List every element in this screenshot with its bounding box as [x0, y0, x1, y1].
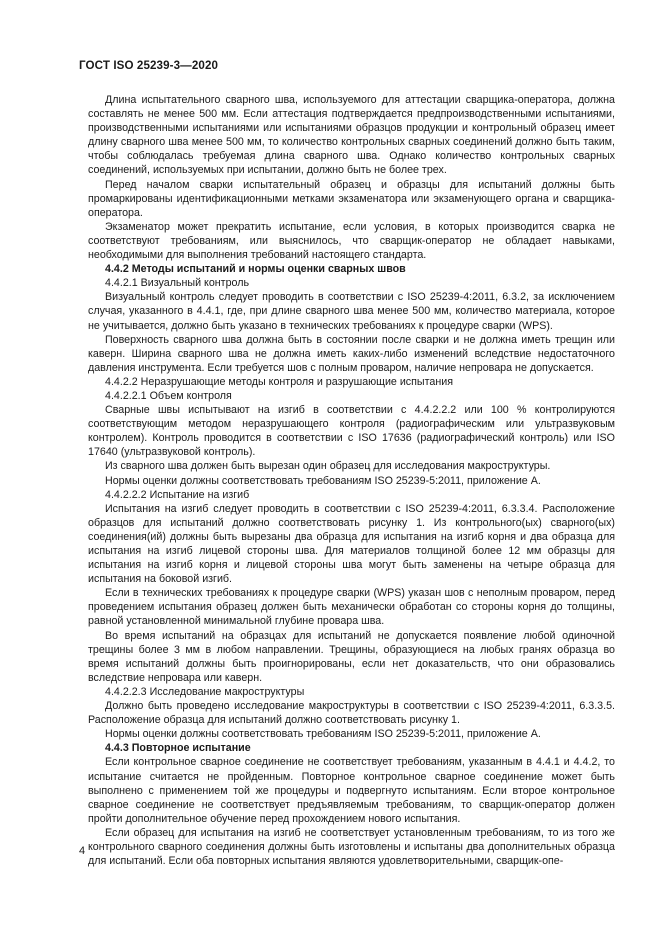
paragraph: Нормы оценки должны соответствовать требованиям ISO 25239-5:2011, приложение А. [105, 474, 541, 487]
paragraph: Нормы оценки должны соответствовать требованиям ISO 25239-5:2011, приложение А. [105, 728, 541, 741]
subsection-title: 4.4.2.2.2 Испытание на изгиб [105, 488, 250, 501]
paragraph: Испытания на изгиб следует проводить в соответствии с ISO 25239-4:2011, 6.3.3.4. Расположение образцов для испытаний должно соответствовать рисунку 1. Из контрольного(ых) сварного(ых) соединения(ий) должны быть вырезаны два образца для испытания на изгиб корня и два образца для испытания на изгиб лицевой стороны шва. Для материалов толщиной более 12 мм образцы для испытания на изгиб корня и лицевой стороны шва могут быть заменены на четыре образца для испытания на боковой изгиб. [88, 502, 615, 586]
paragraph: Поверхность сварного шва должна быть в состоянии после сварки и не должна иметь трещин или каверн. Ширина сварного шва не должна иметь каких-либо изменений вследствие недостаточного давления инструмента. Если требуется шов с полным проваром, наличие непровара не допускается. [88, 333, 615, 374]
subsection-title: 4.4.2.1 Визуальный контроль [105, 277, 250, 290]
subsection-title: 4.4.2.2.3 Исследование макроструктуры [105, 685, 305, 698]
paragraph: Во время испытаний на образцах для испытаний не допускается появление любой одиночной трещины более 3 мм в любом направлении. Трещины, образующиеся на любых гранях образца во время испытаний должны быть проигнорированы, если нет доказательств, что они образовались вследствие непровара или каверн. [88, 629, 615, 684]
paragraph: Если в технических требованиях к процедуре сварки (WPS) указан шов с неполным проваром, перед проведением испытания образец должен быть механически обработан со стороны корня до толщины, равной установленной минимальной глубине провара шва. [88, 587, 615, 628]
subsection-title: 4.4.2.2.1 Объем контроля [105, 389, 232, 402]
document-body [88, 93, 615, 868]
page-number: 4 [79, 845, 86, 857]
paragraph: Должно быть проведено исследование макроструктуры в соответствии с ISO 25239-4:2011, 6.3.3.5. Расположение образца для испытаний должно соответствовать рисунку 1. [88, 700, 615, 727]
section-heading: 4.4.2 Методы испытаний и нормы оценки сварных швов [105, 263, 406, 276]
document-code-header: ГОСТ ISO 25239-3—2020 [79, 59, 219, 72]
subsection-title: 4.4.2.2 Неразрушающие методы контроля и разрушающие испытания [105, 375, 453, 388]
paragraph: Экзаменатор может прекратить испытание, если условия, в которых производится сварка не соответствуют требованиям, или выяснилось, что сварщик-оператор не обладает навыками, необходимыми для выполнения требований настоящего стандарта. [88, 220, 615, 262]
paragraph: Визуальный контроль следует проводить в соответствии с ISO 25239-4:2011, 6.3.2, за исключением случая, указанного в 4.4.1, где, при длине сварного шва менее 500 мм, количество материала, которое не учитывается, должно быть указано в технических требованиях к процедуре сварки (WPS). [88, 291, 615, 332]
paragraph: Перед началом сварки испытательный образец и образцы для испытаний должны быть промаркированы идентификационными метками экзаменатора или экзаменующего органа и сварщика-оператора. [88, 178, 615, 219]
paragraph: Если образец для испытания на изгиб не соответствует установленным требованиям, то из того же контрольного сварного соединения должны быть изготовлены и испытаны два дополнительных образца для испытаний. Если оба повторных испытания являются удовлетворительными, сварщик-опе- [88, 826, 615, 868]
paragraph: Длина испытательного сварного шва, используемого для аттестации сварщика-оператора, должна составлять не менее 500 мм. Если аттестация подтверждается предпроизводственными испытаниями, производственными испытаниями или испытаниями образцов продукции и контрольный образец имеет длину сварного шва менее 500 мм, то количество контрольных сварных соединений должно быть таким, чтобы соблюдалась требуемая длина сварного шва. Однако количество контрольных сварных соединений, используемых при испытании, должно быть не более трех. [88, 94, 615, 177]
section-heading: 4.4.3 Повторное испытание [105, 742, 251, 755]
paragraph: Сварные швы испытывают на изгиб в соответствии с 4.4.2.2.2 или 100 % контролируются соответствующим методом неразрушающего контроля (радиографическим или ультразвуковым контролем). Контроль проводится в соответствии с ISO 17636 (радиографический контроль) или ISO 17640 (ультразвуковой контроль). [88, 404, 615, 459]
paragraph: Из сварного шва должен быть вырезан один образец для исследования макроструктуры. [105, 460, 551, 473]
paragraph: Если контрольное сварное соединение не соответствует требованиям, указанным в 4.4.1 и 4.4.2, то испытание считается не пройденным. Повторное контрольное сварное соединение может быть выполнено с применением той же процедуры и подвергнуто испытаниям. Если второе контрольное сварное соединение не соответствует предъявляемым требованиям, то сварщик-оператор должен пройти дополнительное обучение перед прохождением нового испытания. [88, 756, 615, 825]
